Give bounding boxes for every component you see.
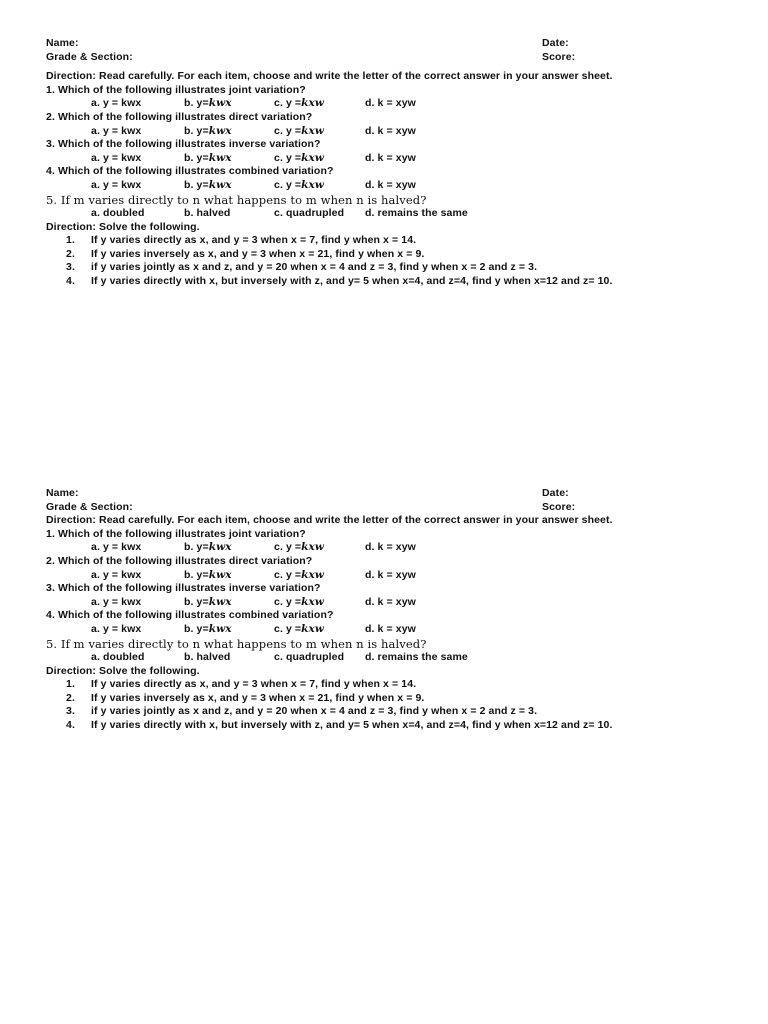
choice-a: a. y = kwx xyxy=(91,178,142,191)
question-5: 5. If m varies directly to n what happens to m when n is halved? xyxy=(46,636,427,651)
score-label: Score: xyxy=(542,500,576,513)
choice-a: a. y = kwx xyxy=(91,595,142,608)
choices-5 xyxy=(46,651,736,665)
worksheet-copy-2 xyxy=(46,487,736,733)
choices-5 xyxy=(46,207,736,221)
choices-3 xyxy=(46,596,736,610)
choice-c: c. y =kxw xyxy=(274,151,325,164)
choices-4 xyxy=(46,179,736,193)
choice-b: b. y=kwx xyxy=(184,124,232,137)
direction-solve xyxy=(46,221,736,235)
choice-c: c. y =kxw xyxy=(274,622,325,635)
choice-a: a. y = kwx xyxy=(91,124,142,137)
date-label: Date: xyxy=(542,37,569,49)
direction-label: Direction: xyxy=(46,514,97,527)
direction-label: Direction: xyxy=(46,70,97,83)
direction-solve xyxy=(46,665,736,679)
grade-row xyxy=(46,51,736,65)
score-label: Score: xyxy=(542,50,576,63)
direction-text: Read carefully. For each item, choose and write the letter of the correct answer in your answer sheet. xyxy=(96,514,613,527)
choice-b: b. y=kwx xyxy=(184,595,232,608)
choice-b: b. y=kwx xyxy=(184,622,232,635)
choice-b: b. y=kwx xyxy=(184,568,232,581)
choice-c: c. y =kxw xyxy=(274,568,325,581)
problem-1: 1. If y varies directly as x, and y = 3 when x = 7, find y when x = 14. xyxy=(66,234,417,247)
name-label: Name: xyxy=(46,487,79,499)
choice-d: d. k = xyw xyxy=(365,541,416,554)
choice-c: c. y =kxw xyxy=(274,178,325,191)
question-3: 3. Which of the following illustrates inverse variation? xyxy=(46,138,321,151)
problem-2: 2. If y varies inversely as x, and y = 3 when x = 21, find y when x = 9. xyxy=(66,247,425,260)
choice-d: d. k = xyw xyxy=(365,622,416,635)
direction-label: Direction: xyxy=(46,220,97,233)
direction-label: Direction: xyxy=(46,664,97,677)
choice-b: b. y=kwx xyxy=(184,178,232,191)
question-3: 3. Which of the following illustrates inverse variation? xyxy=(46,582,321,595)
choice-c: c. quadrupled xyxy=(274,207,345,220)
choice-c: c. y =kxw xyxy=(274,124,325,137)
choice-b: b. y=kwx xyxy=(184,97,232,110)
choice-d: d. k = xyw xyxy=(365,178,416,191)
question-2: 2. Which of the following illustrates direct variation? xyxy=(46,110,313,123)
direction-text: Read carefully. For each item, choose and write the letter of the correct answer in your answer sheet. xyxy=(96,70,613,83)
choice-c: c. y =kxw xyxy=(274,595,325,608)
problem-4: 4. If y varies directly with x, but inversely with z, and y= 5 when x=4, and z=4, find y when x=12 and z= 10. xyxy=(66,275,613,287)
question-1: 1. Which of the following illustrates joint variation? xyxy=(46,527,306,540)
choice-d: d. k = xyw xyxy=(365,151,416,164)
direction-text: Solve the following. xyxy=(96,220,200,233)
choice-b: b. halved xyxy=(184,207,231,220)
choice-a: a. y = kwx xyxy=(91,151,142,164)
choice-d: d. remains the same xyxy=(365,207,468,220)
choice-d: d. k = xyw xyxy=(365,97,416,110)
direction-multiple-choice xyxy=(46,70,736,84)
problem-3: 3. if y varies jointly as x and z, and y = 20 when x = 4 and z = 3, find y when x = 2 and z = 3. xyxy=(66,261,538,274)
name-row xyxy=(46,487,736,501)
choice-d: d. k = xyw xyxy=(365,124,416,137)
choice-a: a. y = kwx xyxy=(91,541,142,554)
choice-c: c. quadrupled xyxy=(274,651,345,664)
grade-row xyxy=(46,501,736,515)
choice-b: b. y=kwx xyxy=(184,151,232,164)
problem-2: 2. If y varies inversely as x, and y = 3 when x = 21, find y when x = 9. xyxy=(66,691,425,704)
problem-4: 4. If y varies directly with x, but inversely with z, and y= 5 when x=4, and z=4, find y when x=12 and z= 10. xyxy=(66,719,613,731)
worksheet-copy-1 xyxy=(46,37,736,289)
direction-multiple-choice xyxy=(46,514,736,528)
date-label: Date: xyxy=(542,487,569,499)
question-2: 2. Which of the following illustrates direct variation? xyxy=(46,554,313,567)
question-4: 4. Which of the following illustrates combined variation? xyxy=(46,165,334,178)
problem-1: 1. If y varies directly as x, and y = 3 when x = 7, find y when x = 14. xyxy=(66,678,417,691)
choices-1 xyxy=(46,541,736,555)
choice-d: d. k = xyw xyxy=(365,595,416,608)
choice-b: b. y=kwx xyxy=(184,541,232,554)
choice-a: a. y = kwx xyxy=(91,568,142,581)
choice-a: a. y = kwx xyxy=(91,622,142,635)
choice-c: c. y =kxw xyxy=(274,541,325,554)
choices-1 xyxy=(46,97,736,111)
name-row xyxy=(46,37,736,51)
choice-a: a. doubled xyxy=(91,651,145,664)
choice-d: d. remains the same xyxy=(365,651,468,664)
choices-3 xyxy=(46,152,736,166)
question-1: 1. Which of the following illustrates joint variation? xyxy=(46,83,306,96)
choice-a: a. y = kwx xyxy=(91,97,142,110)
grade-section-label: Grade & Section: xyxy=(46,500,133,513)
choice-b: b. halved xyxy=(184,651,231,664)
grade-section-label: Grade & Section: xyxy=(46,50,133,63)
choice-d: d. k = xyw xyxy=(365,568,416,581)
name-label: Name: xyxy=(46,37,79,49)
problem-3: 3. if y varies jointly as x and z, and y = 20 when x = 4 and z = 3, find y when x = 2 and z = 3. xyxy=(66,705,538,718)
direction-text: Solve the following. xyxy=(96,664,200,677)
choices-2 xyxy=(46,125,736,139)
choices-2 xyxy=(46,569,736,583)
choice-a: a. doubled xyxy=(91,207,145,220)
question-5: 5. If m varies directly to n what happens to m when n is halved? xyxy=(46,192,427,207)
choice-c: c. y =kxw xyxy=(274,97,325,110)
question-4: 4. Which of the following illustrates combined variation? xyxy=(46,609,334,622)
choices-4 xyxy=(46,623,736,637)
